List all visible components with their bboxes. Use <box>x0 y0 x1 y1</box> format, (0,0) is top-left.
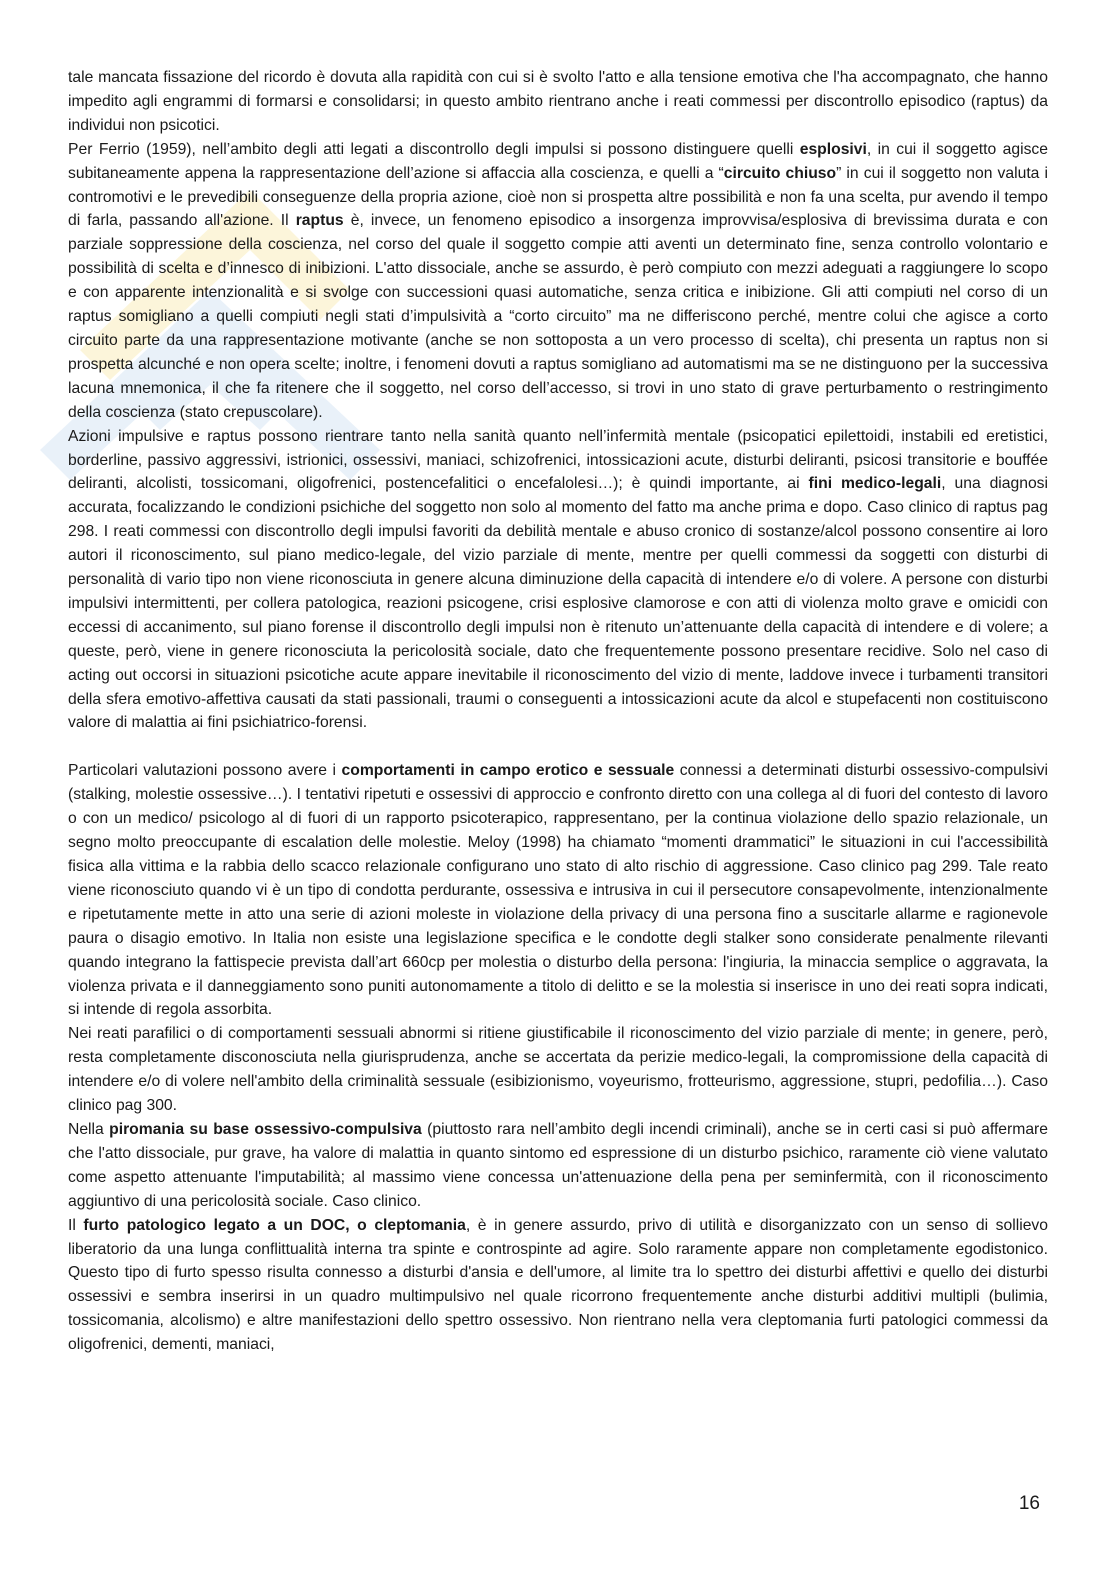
bold-term: circuito chiuso <box>723 164 837 182</box>
paragraph-p5 <box>68 1022 1048 1118</box>
text-run: Azioni impulsive e raptus possono rientrare tanto nella sanità quanto nell’infermità mentale (psicopatici epilettoidi, instabili ed eretistici, borderline, passivo aggressivi, istrionici, ossessivi, maniaci, schizofrenici, intossicazioni acute, disturbi deliranti, psicosi transitorie e bouffée deliranti, alcolisti, tossicomani, oligofrenici, postencefalitici o encefalolesi…); è quindi importante, ai <box>68 427 1048 493</box>
paragraph-p4 <box>68 759 1048 1022</box>
text-run: Il <box>68 1216 84 1234</box>
text-run: Per Ferrio (1959), nell’ambito degli atti legati a discontrollo degli impulsi si possono distinguere quelli <box>68 140 800 158</box>
text-run: , in cui il soggetto agisce subitaneamente appena la rappresentazione dell’azione si affaccia alla coscienza, e quelli a “ <box>68 140 1048 182</box>
text-run: , è in genere assurdo, privo di utilità e disorganizzato con un senso di sollievo liberatorio da una lunga conflittualità interna tra spinte e controspinte ad agire. Solo raramente appare non completamente egodistonico. Questo tipo di furto spesso risulta connesso a disturbi d'ansia e dell'umore, al limite tra lo spettro dei disturbi affettivi e quello dei disturbi ossessivi e sembra inserirsi in un quadro multimpulsivo nel quale ricorrono frequentemente anche disturbi additivi multipli (bulimia, tossicomania, alcolismo) e altre manifestazioni dello spettro ossessivo. Non rientrano nella vera cleptomania furti patologici commessi da oligofrenici, dementi, maniaci, <box>68 1216 1048 1354</box>
bold-term: esplosivi <box>799 140 867 158</box>
bold-term: furto patologico legato a un DOC, o cleptomania <box>83 1216 466 1234</box>
bold-term: comportamenti in campo erotico e sessuale <box>341 762 675 780</box>
paragraph-p2 <box>68 138 1048 425</box>
paragraph-p7 <box>68 1214 1048 1357</box>
page-number: 16 <box>1018 1493 1040 1514</box>
paragraph-p6 <box>68 1118 1048 1214</box>
bold-term: piromania su base ossessivo-compulsiva <box>109 1120 422 1138</box>
text-run: è, invece, un fenomeno episodico a insorgenza improvvisa/esplosiva di brevissima durata e con parziale soppressione della coscienza, nel corso del quale il soggetto compie atti aventi un determinato fine, senza controllo volontario e possibilità di scelta e d’innesco di inibizioni. L'atto dissociale, anche se assurdo, è però compiuto con mezzi adeguati a raggiungere lo scopo e con apparente intenzionalità e si svolge con successioni quasi automatiche, senza critica e inibizione. Gli atti compiuti nel corso di un raptus somigliano a quelli compiuti negli stati d’impulsività a “corto circuito” ma ne differiscono perché, mentre colui che agisce a corto circuito parte da una rappresentazione motivante (anche se non sottoposta a un vero processo di scelta), chi presenta un raptus non si prospetta alcunché e non opera scelte; inoltre, i fenomeni dovuti a raptus somigliano ad automatismi ma se ne distinguono per la successiva lacuna mnemonica, il che fa ritenere che il soggetto, nel corso dell’accesso, si trovi in uno stato di grave perturbamento o restringimento della coscienza (stato crepuscolare). <box>68 212 1048 421</box>
text-run: Nella <box>68 1120 110 1138</box>
bold-term: raptus <box>295 212 344 230</box>
document-body <box>68 66 1048 1357</box>
text-run: tale mancata fissazione del ricordo è dovuta alla rapidità con cui si è svolto l'atto e alla tensione emotiva che l'ha accompagnato, che hanno impedito agli engrammi di formarsi e consolidarsi; in questo ambito rientrano anche i reati commessi per discontrollo episodico (raptus) da individui non psicotici. <box>68 69 1048 134</box>
text-run: (piuttosto rara nell’ambito degli incendi criminali), anche se in certi casi si può affermare che l'atto dissociale, pur grave, ha valore di malattia in quanto sintomo ed espressione di un disturbo psichico, raramente ciò viene valutato come aspetto attenuante l'imputabilità; al massimo viene concessa un'attenuazione della pena per seminfermità, con il riconoscimento aggiuntivo di una pericolosità sociale. Caso clinico. <box>68 1120 1048 1210</box>
text-run: Nei reati parafilici o di comportamenti sessuali abnormi si ritiene giustificabile il riconoscimento del vizio parziale di mente; in genere, però, resta completamente disconosciuta nella giurisprudenza, anche se accertata da perizie medico-legali, la compromissione della capacità di intendere e/o di volere nell'ambito della criminalità sessuale (esibizionismo, voyeurismo, frotteurismo, aggressione, stupri, pedofilia…). Caso clinico pag 300. <box>68 1025 1048 1115</box>
text-run: , una diagnosi accurata, focalizzando le condizioni psichiche del soggetto non solo al momento del fatto ma anche prima e dopo. Caso clinico di raptus pag 298. I reati commessi con discontrollo degli impulsi favoriti da debilità mentale e abuso cronico di sostanze/alcol possono consentire ai loro autori il riconoscimento, sul piano medico-legale, del vizio parziale di mente, mentre per quelli commessi da soggetti con disturbi di personalità di vario tipo non viene riconosciuta in genere alcuna diminuzione della capacità di intendere e/o di volere. A persone con disturbi impulsivi intermittenti, per collera patologica, reazioni psicogene, crisi esplosive clamorose e con atti di violenza molto grave e omicidi con eccessi di accanimento, sul piano forense il discontrollo degli impulsi non è ritenuto un’attenuante della capacità di intendere e di volere; a queste, però, viene in genere riconosciuta la pericolosità sociale, dato che frequentemente possono presentare recidive. Solo nel caso di acting out occorsi in situazioni psicotiche acute appare inevitabile il riconoscimento del vizio di mente, laddove invece i turbamenti transitori della sfera emotivo-affettiva causati da stati passionali, traumi o conseguenti a intossicazioni acute da alcol e stupefacenti non costituiscono valore di malattia ai fini psichiatrico-forensi. <box>68 475 1049 732</box>
bold-term: fini medico-legali <box>808 475 942 493</box>
paragraph-p3 <box>68 425 1048 736</box>
text-run: ” in cui il soggetto non valuta i contromotivi e le prevedibili conseguenze della propria azione, cioè non si prospetta altre possibilità e non fa una scelta, pur avendo il tempo di farla, passando all'azione. Il <box>68 164 1048 230</box>
paragraph-p1 <box>68 66 1048 138</box>
text-run: Particolari valutazioni possono avere i <box>68 762 342 780</box>
text-run: connessi a determinati disturbi ossessivo-compulsivi (stalking, molestie ossessive…). I tentativi ripetuti e ossessivi di approccio e confronto diretto con una collega al di fuori del contesto di lavoro o con un medico/ psicologo al di fuori di un rapporto psicoterapico, rappresentano, per la continua violazione dello spazio relazionale, un segno molto preoccupante di escalation delle molestie. Meloy (1998) ha chiamato “momenti drammatici” le situazioni in cui l'accessibilità fisica alla vittima e la rabbia dello scacco relazionale configurano uno stato di alto rischio di aggressione. Caso clinico pag 299. Tale reato viene riconosciuto quando vi è un tipo di condotta perdurante, ossessiva e intrusiva in cui il persecutore consapevolmente, intenzionalmente e ripetutamente mette in atto una serie di azioni moleste in violazione della privacy di una persona fino a suscitarle allarme e ragionevole paura o disagio emotivo. In Italia non esiste una legislazione specifica e le condotte degli stalker sono considerate penalmente rilevanti quando integrano la fattispecie prevista dall’art 660cp per molestia o disturbo della persona: l'ingiuria, la minaccia semplice o aggravata, la violenza privata e il danneggiamento sono puniti autonomamente a titolo di delitto e se la molestia si inserisce in uno dei reati sopra indicati, si intende di regola assorbita. <box>68 762 1048 1019</box>
